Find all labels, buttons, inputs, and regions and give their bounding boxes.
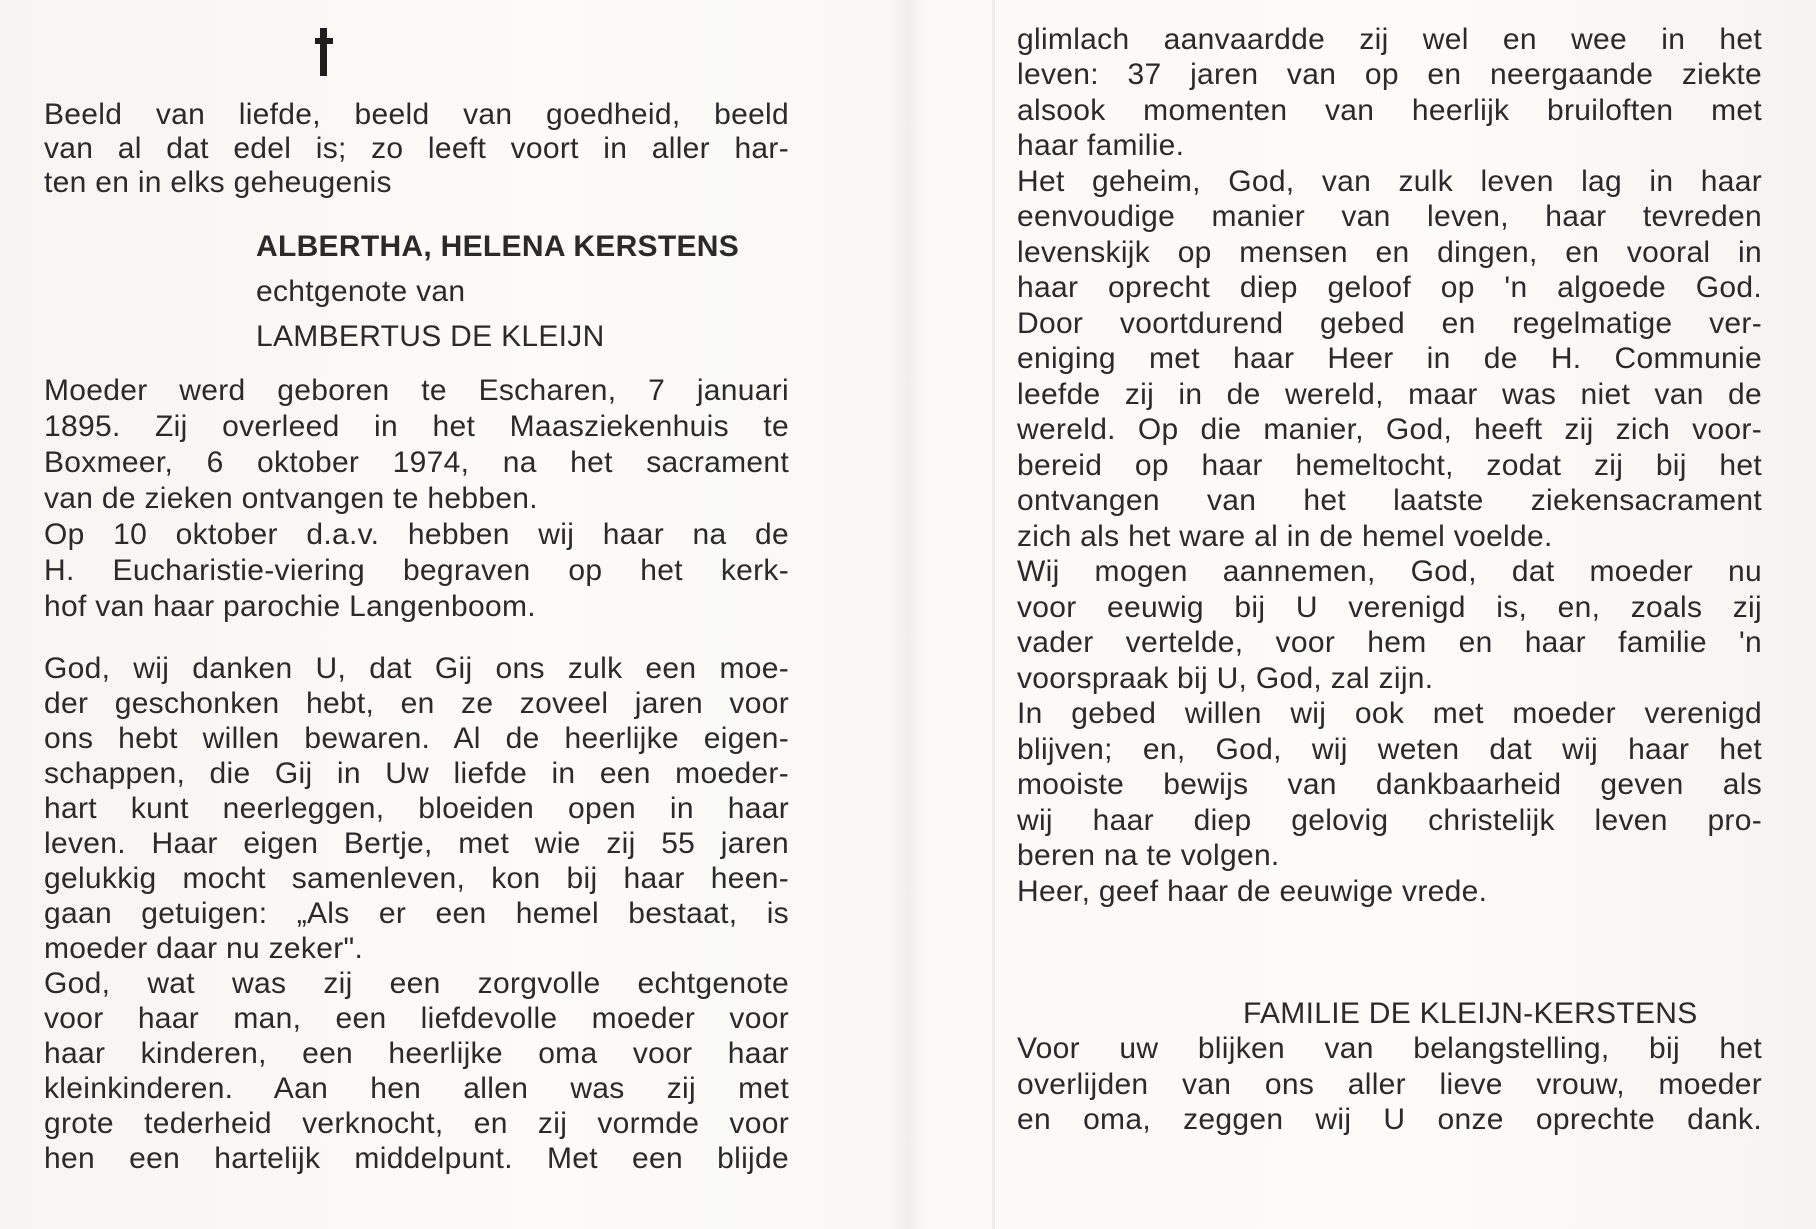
left-text-line: hen een hartelijk middelpunt. Met een blijde [44, 1142, 789, 1175]
right-text-line: haar familie. [1017, 129, 1185, 162]
left-text-line: Moeder werd geboren te Escharen, 7 januari [44, 374, 789, 407]
right-text-line: overlijden van ons aller lieve vrouw, moeder [1017, 1068, 1762, 1101]
right-text-line: levenskijk op mensen en dingen, en vooral in [1017, 236, 1762, 269]
left-text-line: gelukkig mocht samenleven, kon bij haar heen- [44, 862, 789, 895]
right-text-line: alsook momenten van heerlijk bruiloften met [1017, 94, 1762, 127]
left-text-line: der geschonken hebt, en ze zoveel jaren voor [44, 687, 789, 720]
right-text-line: Voor uw blijken van belangstelling, bij het [1017, 1032, 1762, 1065]
cross-icon [315, 28, 333, 76]
right-text-line: Heer, geef haar de eeuwige vrede. [1017, 875, 1488, 908]
right-text-line: glimlach aanvaardde zij wel en wee in het [1017, 23, 1762, 56]
left-text-line: voor haar man, een liefdevolle moeder voor [44, 1002, 789, 1035]
right-text-line: vader vertelde, voor hem en haar familie 'n [1017, 626, 1762, 659]
right-text-line: leefde zij in de wereld, maar was niet van de [1017, 378, 1762, 411]
left-text-line: ons hebt willen bewaren. Al de heerlijke eigen- [44, 722, 789, 755]
left-text-line: Beeld van liefde, beeld van goedheid, beeld [44, 98, 789, 131]
right-text-line: Het geheim, God, van zulk leven lag in haar [1017, 165, 1762, 198]
left-text-line: H. Eucharistie-viering begraven op het kerk- [44, 554, 789, 587]
right-text-line: ontvangen van het laatste ziekensacrament [1017, 484, 1762, 517]
card-fold [992, 0, 995, 1229]
right-text-line: voorspraak bij U, God, zal zijn. [1017, 662, 1434, 695]
right-text-line: mooiste bewijs van dankbaarheid geven als [1017, 768, 1762, 801]
left-text-line: God, wij danken U, dat Gij ons zulk een moe- [44, 652, 789, 685]
left-text-line: Boxmeer, 6 oktober 1974, na het sacrament [44, 446, 789, 479]
left-text-line: Op 10 oktober d.a.v. hebben wij haar na de [44, 518, 789, 551]
left-text-line: echtgenote van [256, 275, 466, 308]
left-text-line: ten en in elks geheugenis [44, 166, 392, 199]
right-text-line: beren na te volgen. [1017, 839, 1280, 872]
right-text-line: Wij mogen aannemen, God, dat moeder nu [1017, 555, 1762, 588]
right-text-line: zich als het ware al in de hemel voelde. [1017, 520, 1553, 553]
left-text-line: leven. Haar eigen Bertje, met wie zij 55 jaren [44, 827, 789, 860]
right-text-line: voor eeuwig bij U verenigd is, en, zoals zij [1017, 591, 1762, 624]
left-text-line: schappen, die Gij in Uw liefde in een moeder- [44, 757, 789, 790]
left-text-line: haar kinderen, een heerlijke oma voor haar [44, 1037, 789, 1070]
family-signature: FAMILIE DE KLEIJN-KERSTENS [1243, 997, 1698, 1030]
right-text-line: eenvoudige manier van leven, haar tevreden [1017, 200, 1762, 233]
left-text-line: van de zieken ontvangen te hebben. [44, 482, 538, 515]
left-text-line: van al dat edel is; zo leeft voort in aller har- [44, 132, 789, 165]
right-text-line: wij haar diep gelovig christelijk leven pro- [1017, 804, 1762, 837]
right-text-line: blijven; en, God, wij weten dat wij haar het [1017, 733, 1762, 766]
left-text-line: hof van haar parochie Langenboom. [44, 590, 536, 623]
left-text-line: hart kunt neerleggen, bloeiden open in haar [44, 792, 789, 825]
left-text-line: ALBERTHA, HELENA KERSTENS [256, 230, 740, 263]
right-text-line: In gebed willen wij ook met moeder verenigd [1017, 697, 1762, 730]
right-text-line: leven: 37 jaren van op en neergaande ziekte [1017, 58, 1762, 91]
left-text-line: God, wat was zij een zorgvolle echtgenote [44, 967, 789, 1000]
left-text-line: gaan getuigen: „Als er een hemel bestaat, is [44, 897, 789, 930]
right-text-line: en oma, zeggen wij U onze oprechte dank. [1017, 1103, 1762, 1136]
right-text-line: eniging met haar Heer in de H. Communie [1017, 342, 1762, 375]
left-text-line: LAMBERTUS DE KLEIJN [256, 320, 605, 353]
right-text-line: haar oprecht diep geloof op 'n algoede God. [1017, 271, 1762, 304]
right-text-line: wereld. Op die manier, God, heeft zij zich voor- [1017, 413, 1762, 446]
left-text-line: grote tederheid verknocht, en zij vormde voor [44, 1107, 789, 1140]
left-text-line: kleinkinderen. Aan hen allen was zij met [44, 1072, 789, 1105]
left-text-line: 1895. Zij overleed in het Maasziekenhuis te [44, 410, 789, 443]
left-text-line: moeder daar nu zeker". [44, 932, 364, 965]
right-text-line: bereid op haar hemeltocht, zodat zij bij het [1017, 449, 1762, 482]
right-text-line: Door voortdurend gebed en regelmatige ver- [1017, 307, 1762, 340]
